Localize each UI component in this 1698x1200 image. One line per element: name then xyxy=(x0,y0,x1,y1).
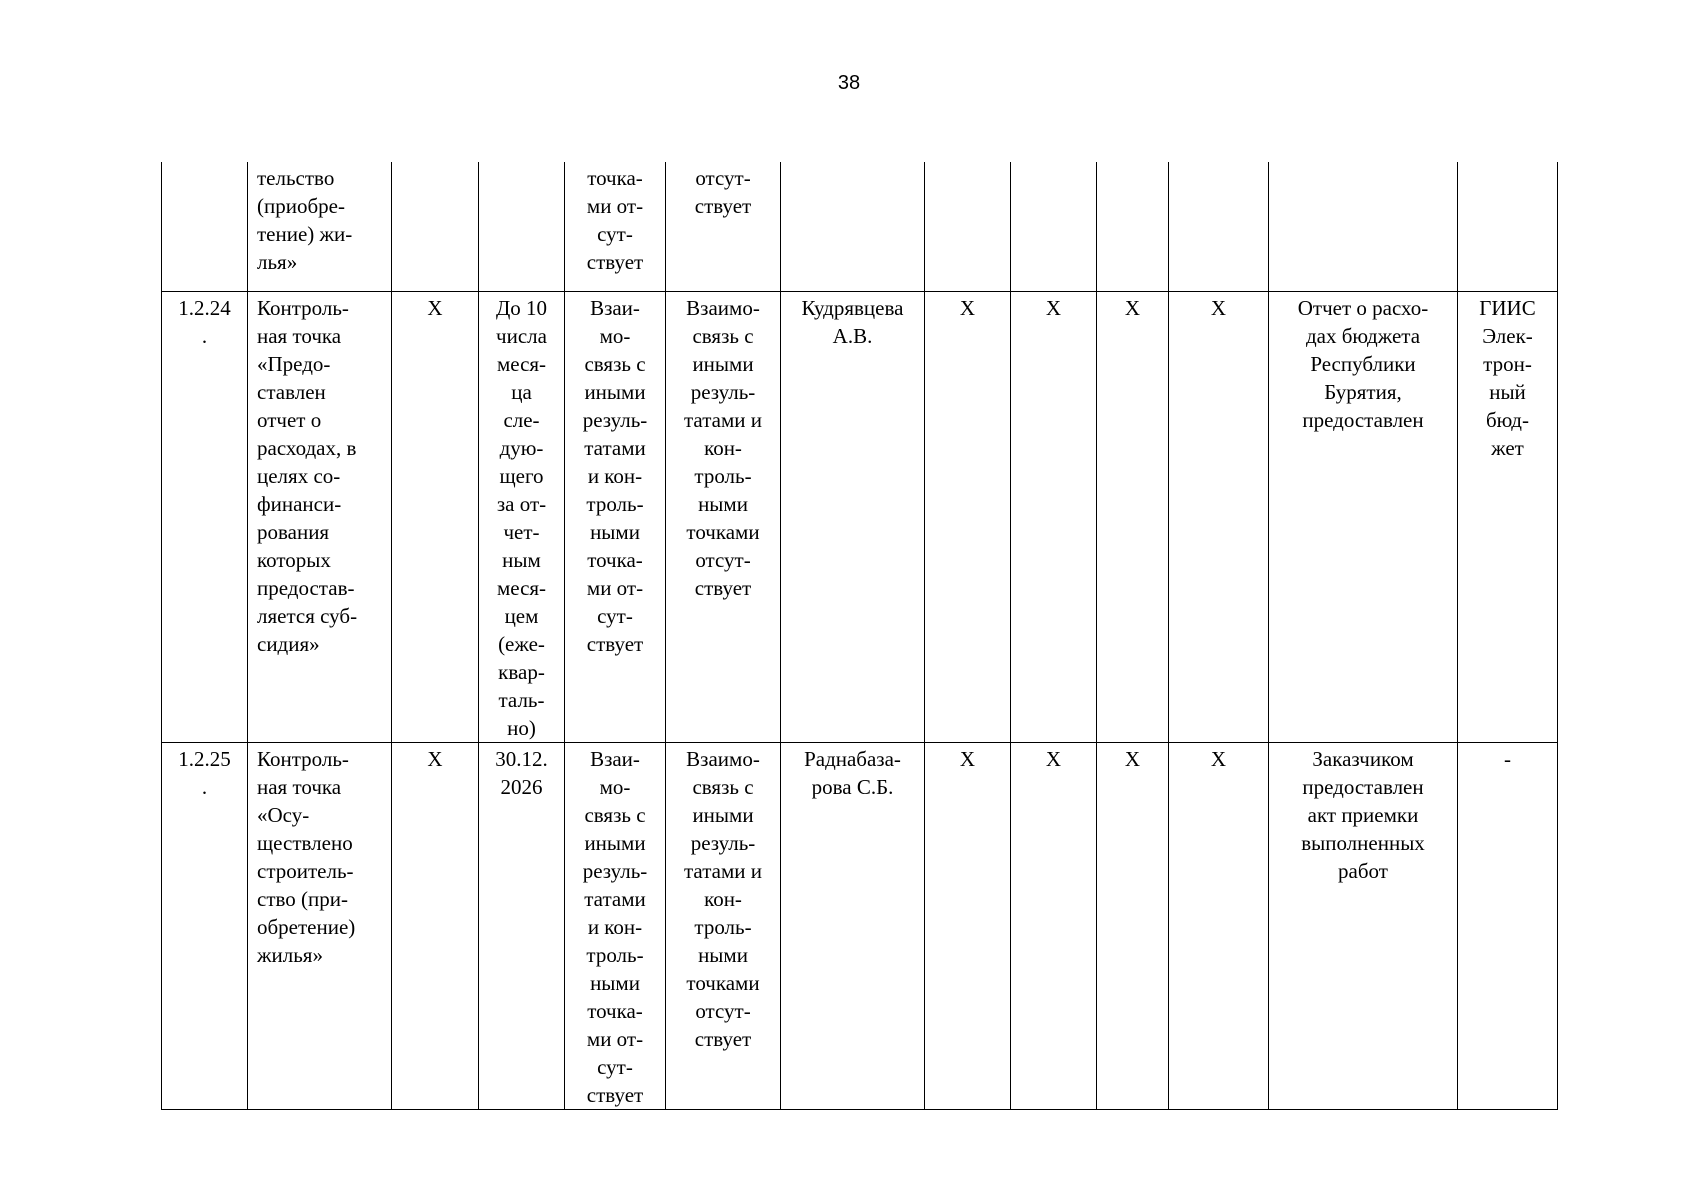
cell-x: X xyxy=(1011,291,1097,742)
cell-responsible: Кудрявцева А.В. xyxy=(781,291,925,742)
cell-x xyxy=(392,162,479,291)
cell-relation-2: Взаимо- связь с иными резуль- татами и кон- троль- ными точками отсут- ствует xyxy=(666,742,781,1109)
cell-x: X xyxy=(392,742,479,1109)
cell-name: Контроль- ная точка «Предо- ставлен отчет о расходах, в целях со- финанси- рования которых предостав- ляется суб- сидия» xyxy=(248,291,392,742)
cell-x xyxy=(925,162,1011,291)
cell-deadline: 30.12. 2026 xyxy=(479,742,565,1109)
cell-result: Отчет о расхо- дах бюджета Республики Бурятия, предоставлен xyxy=(1269,291,1458,742)
cell-x: X xyxy=(1011,742,1097,1109)
cell-x: X xyxy=(925,291,1011,742)
cell-name: тельство (приобре- тение) жи- лья» xyxy=(248,162,392,291)
cell-deadline xyxy=(479,162,565,291)
cell-relation-2: отсут- ствует xyxy=(666,162,781,291)
cell-responsible: Раднабаза- рова С.Б. xyxy=(781,742,925,1109)
cell-number: 1.2.24 . xyxy=(162,291,248,742)
cell-x: X xyxy=(392,291,479,742)
table-row xyxy=(162,742,1558,1109)
cell-x: X xyxy=(1097,291,1169,742)
cell-relation: точка- ми от- сут- ствует xyxy=(565,162,666,291)
cell-system: - xyxy=(1458,742,1558,1109)
cell-result xyxy=(1269,162,1458,291)
cell-number xyxy=(162,162,248,291)
cell-relation: Взаи- мо- связь с иными резуль- татами и кон- троль- ными точка- ми от- сут- ствует xyxy=(565,291,666,742)
cell-name: Контроль- ная точка «Осу- ществлено строитель- ство (при- обретение) жилья» xyxy=(248,742,392,1109)
cell-responsible xyxy=(781,162,925,291)
cell-relation-2: Взаимо- связь с иными резуль- татами и кон- троль- ными точками отсут- ствует xyxy=(666,291,781,742)
cell-system: ГИИС Элек- трон- ный бюд- жет xyxy=(1458,291,1558,742)
cell-x: X xyxy=(925,742,1011,1109)
cell-x xyxy=(1011,162,1097,291)
cell-result: Заказчиком предоставлен акт приемки выполненных работ xyxy=(1269,742,1458,1109)
cell-x xyxy=(1169,162,1269,291)
page-number: 38 xyxy=(837,72,861,94)
cell-x: X xyxy=(1169,742,1269,1109)
table-row xyxy=(162,291,1558,742)
cell-system xyxy=(1458,162,1558,291)
data-table xyxy=(161,162,1558,1110)
cell-number: 1.2.25 . xyxy=(162,742,248,1109)
cell-x: X xyxy=(1097,742,1169,1109)
table-row xyxy=(162,162,1558,291)
cell-x: X xyxy=(1169,291,1269,742)
cell-deadline: До 10 числа меся- ца сле- дую- щего за от- чет- ным меся- цем (еже- квар- таль- но) xyxy=(479,291,565,742)
cell-relation: Взаи- мо- связь с иными резуль- татами и кон- троль- ными точка- ми от- сут- ствует xyxy=(565,742,666,1109)
cell-x xyxy=(1097,162,1169,291)
